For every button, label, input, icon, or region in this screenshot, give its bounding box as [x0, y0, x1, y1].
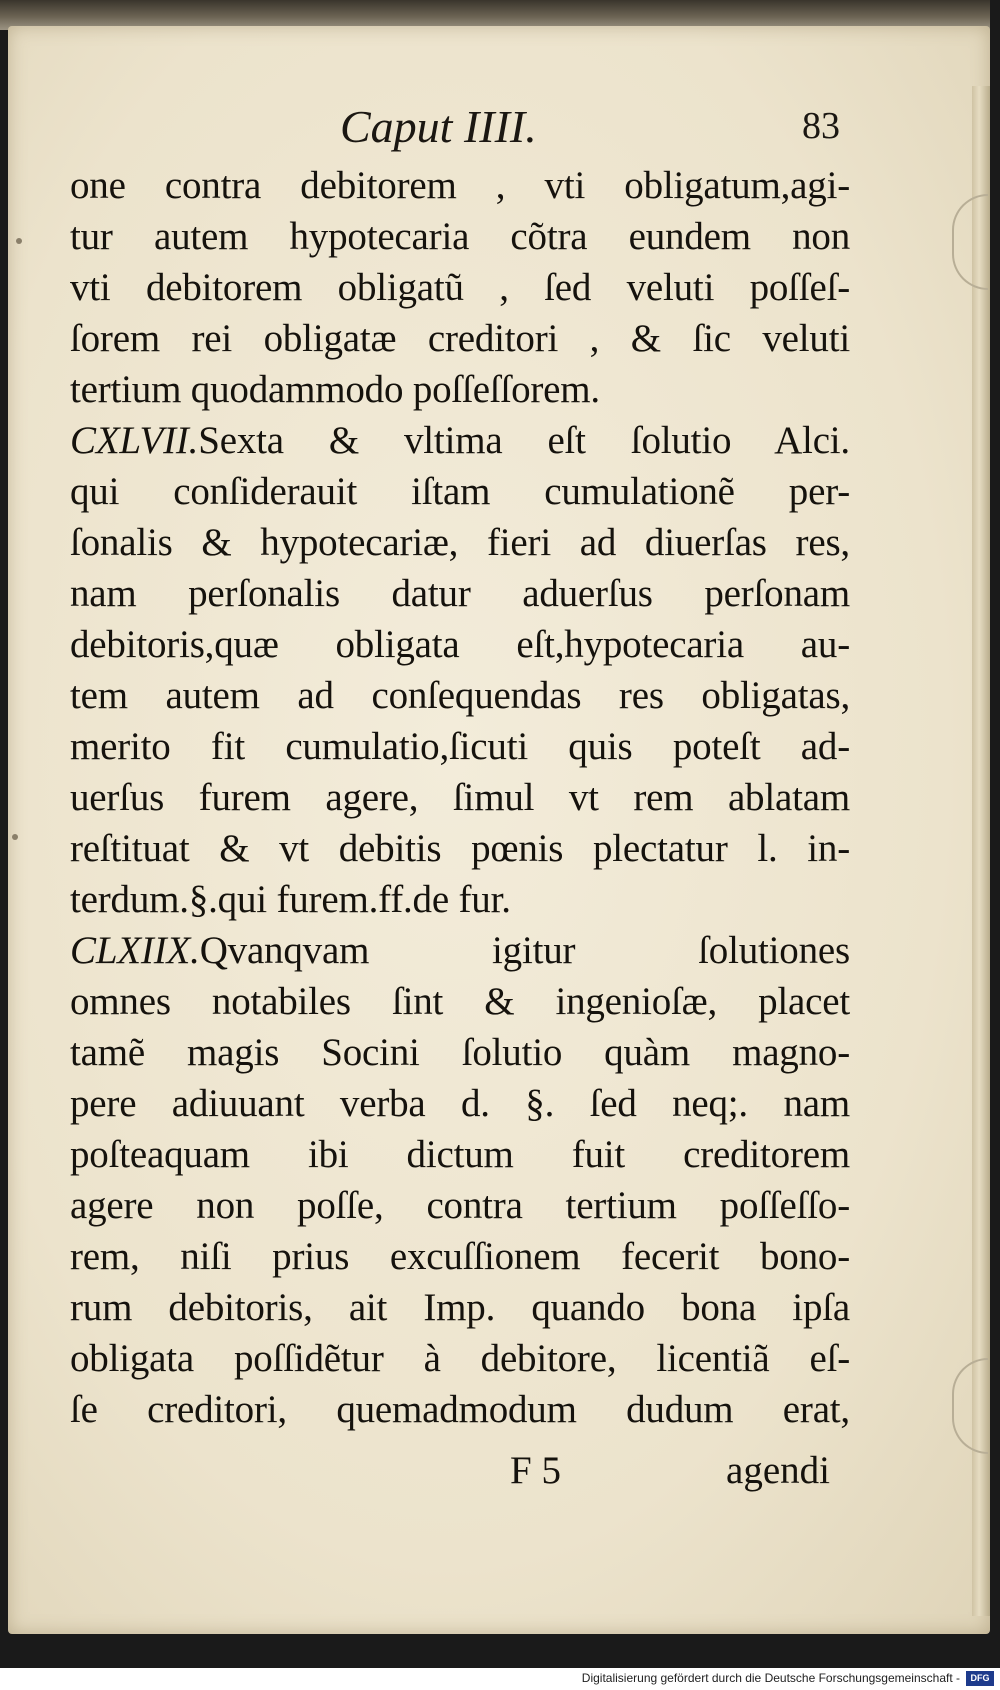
text-line: merito fit cumulatio,ſicuti quis poteſt ad-: [70, 725, 850, 768]
text-line: pere adiuuant verba d. §. ſed neq;. nam: [70, 1082, 850, 1125]
text-line: tem autem ad conſequendas res obligatas,: [70, 674, 850, 717]
text-line: terdum.§.qui furem.ff.de fur.: [70, 878, 511, 921]
page-number: 83: [802, 105, 840, 147]
text-line: rem, niſi prius excuſſionem fecerit bono-: [70, 1235, 850, 1278]
text-line: ſe creditori, quemadmodum dudum erat,: [70, 1388, 850, 1431]
catchword: agendi: [726, 1449, 830, 1492]
section-number: CLXIIX.: [70, 929, 200, 972]
section-number: CXLVII.: [70, 419, 199, 462]
dfg-logo: DFG: [966, 1671, 994, 1686]
text-line: debitoris,quæ obligata eſt,hypotecaria au-: [70, 623, 850, 666]
credit-bar: [0, 1668, 1000, 1690]
page-clip-bottom: [952, 1358, 988, 1454]
text-line: nam perſonalis datur aduerſus perſonam: [70, 572, 850, 615]
text-line: tamẽ magis Socini ſolutio quàm magno-: [70, 1031, 850, 1074]
text-line: qui conſiderauit iſtam cumulationẽ per-: [70, 470, 850, 513]
text-line: ſorem rei obligatæ creditori , & ſic veluti: [70, 317, 850, 360]
page-clip-top: [952, 194, 988, 290]
section-line: CLXIIX.Qvanqvam igitur ſolutiones: [70, 929, 850, 972]
text-line: obligata poſſidẽtur à debitore, licentiã eſ-: [70, 1337, 850, 1380]
section-line: CXLVII.Sexta & vltima eſt ſolutio Alci.: [70, 419, 850, 462]
text-line: reſtituat & vt debitis pœnis plectatur l. in-: [70, 827, 850, 870]
text-line: poſteaquam ibi dictum fuit creditorem: [70, 1133, 850, 1176]
text-line: tertium quodammodo poſſeſſorem.: [70, 368, 600, 411]
text-line: one contra debitorem , vti obligatum,agi-: [70, 164, 850, 207]
text-line: rum debitoris, ait Imp. quando bona ipſa: [70, 1286, 850, 1329]
page-footer: [70, 1448, 850, 1498]
text-line: agere non poſſe, contra tertium poſſeſſo-: [70, 1184, 850, 1227]
text-line: tur autem hypotecaria cõtra eundem non: [70, 215, 850, 258]
running-title: Caput IIII.: [340, 101, 537, 152]
margin-mark: [16, 238, 22, 244]
page-header: [70, 100, 840, 160]
text-line: vti debitorem obligatũ , ſed veluti poſſeſ-: [70, 266, 850, 309]
signature-mark: F 5: [510, 1449, 561, 1492]
text-line: ſonalis & hypotecariæ, fieri ad diuerſas res,: [70, 521, 850, 564]
text-block: [70, 160, 850, 1435]
margin-mark: [12, 834, 18, 840]
text-line: omnes notabiles ſint & ingenioſæ, placet: [70, 980, 850, 1023]
text-line: uerſus furem agere, ſimul vt rem ablatam: [70, 776, 850, 819]
digitization-credit: Digitalisierung gefördert durch die Deutsche Forschungsgemeinschaft -: [581, 1671, 960, 1685]
